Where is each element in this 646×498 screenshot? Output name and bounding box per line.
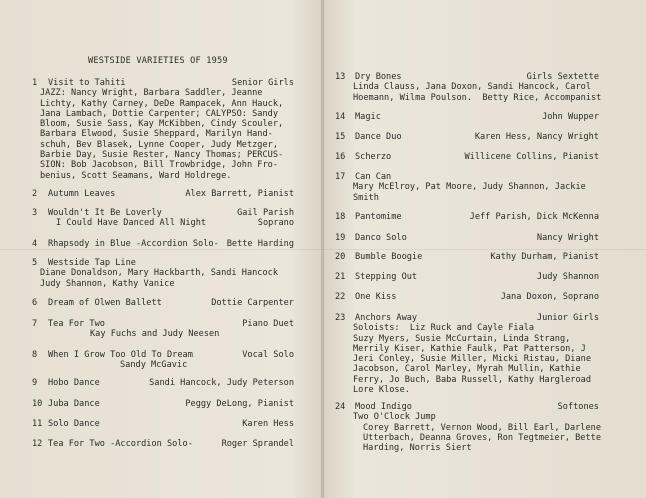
item-title: Visit to Tahiti xyxy=(48,78,126,88)
program-item-21 xyxy=(335,272,599,282)
item-title: Tea For Two -Accordion Solo- xyxy=(48,439,193,449)
item-title: Scherzo xyxy=(355,152,392,162)
item-title: Dry Bones xyxy=(355,72,402,82)
item-title: Anchors Away xyxy=(355,313,418,323)
item-performer: Alex Barrett, Pianist xyxy=(185,189,294,199)
item-details: Soloists: Liz Ruck and Cayle Fiala Suzy Myers, Susie McCurtain, Linda Strang, Merrily Kiser, Kathie Faulk, Pat Patterson, J Jeri Conley, Susie Miller, Micki Ristau, Diane Jacobson, Carol Marley, Myrah Mullin, Kathie Ferry, Jo Buch, Baba Russell, Kathy Hargleroad Lore Klose. xyxy=(353,323,591,396)
item-performer: Willicene Collins, Pianist xyxy=(464,152,599,162)
program-item-24 xyxy=(335,402,599,453)
program-item-8 xyxy=(32,350,294,371)
item-number: 2 xyxy=(32,189,38,199)
program-item-16 xyxy=(335,152,599,162)
item-number: 16 xyxy=(335,152,346,162)
item-title: Stepping Out xyxy=(355,272,418,282)
item-performer: Nancy Wright xyxy=(536,233,599,243)
item-number: 22 xyxy=(335,292,346,302)
program-item-14 xyxy=(335,112,599,122)
item-voice: Soprano xyxy=(257,218,294,229)
program-item-15 xyxy=(335,132,599,142)
program-item-12 xyxy=(32,439,294,449)
item-number: 5 xyxy=(32,258,38,268)
item-number: 12 xyxy=(32,439,43,449)
item-title: Bumble Boogie xyxy=(355,252,423,262)
item-performer: Karen Hess xyxy=(242,419,294,429)
item-details: JAZZ: Nancy Wright, Barbara Saddler, Jeanne Lichty, Kathy Carney, DeDe Rampacek, Ann Hauck, Jana Lambach, Dottie Carpenter; CALYPSO: Sandy Bloom, Susie Sass, Kay McKibben, Cindy Scouler, Barbara Elwood, Susie Sheppard, Marilyn Hand- schuh, Bev Blasek, Lynne Cooper, Judy Metzger, Barbie Day, Susie Rester, Nancy Thomas; PERCUS- SION: Bob Jacobson, Bill Trowbridge, John Fro- benius, Scott Seamans, Ward Holdrege. xyxy=(40,88,284,181)
item-details: Kay Fuchs and Judy Neesen xyxy=(90,329,220,340)
item-details: Diane Donaldson, Mary Hackbarth, Sandi Hancock Judy Shannon, Kathy Vanice xyxy=(40,268,278,289)
item-title: Solo Dance xyxy=(48,419,100,429)
program-item-4 xyxy=(32,239,294,249)
item-performer: Sandi Hancock, Judy Peterson xyxy=(149,378,294,388)
item-performer: Senior Girls xyxy=(231,78,294,88)
item-title: Can Can xyxy=(355,172,392,182)
item-number: 21 xyxy=(335,272,346,282)
item-performer: Gail Parish xyxy=(237,208,294,218)
item-title: Mood Indigo xyxy=(355,402,412,412)
item-performer: Bette Harding xyxy=(226,239,294,249)
item-title: Danco Solo xyxy=(355,233,407,243)
item-performer: Girls Sextette xyxy=(526,72,599,82)
item-number: 13 xyxy=(335,72,346,82)
program-item-7 xyxy=(32,319,294,340)
item-performer: John Wupper xyxy=(542,112,599,122)
item-performer: Jana Doxon, Soprano xyxy=(500,292,599,302)
program-item-1 xyxy=(32,78,294,181)
item-title: Dance Duo xyxy=(355,132,402,142)
program-title: WESTSIDE VARIETIES OF 1959 xyxy=(88,56,228,66)
item-number: 19 xyxy=(335,233,346,243)
item-title: Rhapsody in Blue -Accordion Solo- xyxy=(48,239,219,249)
item-performer: Jeff Parish, Dick McKenna xyxy=(469,212,599,222)
item-number: 23 xyxy=(335,313,346,323)
item-title: Magic xyxy=(355,112,381,122)
item-number: 24 xyxy=(335,402,346,412)
item-number: 6 xyxy=(32,298,38,308)
item-number: 1 xyxy=(32,78,38,88)
item-subtitle: Two O'Clock Jump xyxy=(353,412,436,423)
item-performer: Roger Sprandel xyxy=(221,439,294,449)
item-title: Autumn Leaves xyxy=(48,189,116,199)
program-item-18 xyxy=(335,212,599,222)
item-title: Westside Tap Line xyxy=(48,258,136,268)
item-number: 17 xyxy=(335,172,346,182)
item-number: 4 xyxy=(32,239,38,249)
item-number: 20 xyxy=(335,252,346,262)
item-number: 14 xyxy=(335,112,346,122)
item-number: 3 xyxy=(32,208,38,218)
item-performer: Karen Hess, Nancy Wright xyxy=(474,132,599,142)
item-performer: Peggy DeLong, Pianist xyxy=(185,399,294,409)
item-title: Tea For Two xyxy=(48,319,105,329)
item-performer: Judy Shannon xyxy=(536,272,599,282)
item-title: Juba Dance xyxy=(48,399,100,409)
item-performer: Softones xyxy=(557,402,599,412)
item-number: 15 xyxy=(335,132,346,142)
item-title: Wouldn't It Be Loverly xyxy=(48,208,162,218)
program-item-3 xyxy=(32,208,294,229)
program-item-22 xyxy=(335,292,599,302)
item-title-2: I Could Have Danced All Night xyxy=(56,218,207,229)
item-number: 11 xyxy=(32,419,43,429)
item-title: Hobo Dance xyxy=(48,378,100,388)
program-item-23 xyxy=(335,313,599,395)
program-item-20 xyxy=(335,252,599,262)
program-item-17 xyxy=(335,172,599,203)
item-title: Pantomime xyxy=(355,212,402,222)
item-details: Sandy McGavic xyxy=(120,360,188,371)
item-number: 10 xyxy=(32,399,43,409)
program-item-13 xyxy=(335,72,602,103)
item-performer: Vocal Solo xyxy=(242,350,294,360)
item-number: 18 xyxy=(335,212,346,222)
program-item-6 xyxy=(32,298,294,308)
item-title: Dream of Olwen Ballett xyxy=(48,298,162,308)
program-item-5 xyxy=(32,258,294,289)
item-details: Linda Clauss, Jana Doxon, Sandi Hancock, Carol Hoemann, Wilma Poulson. Betty Rice, Accompanist xyxy=(353,82,602,103)
program-item-10 xyxy=(32,399,294,409)
item-title: One Kiss xyxy=(355,292,397,302)
item-performer: Dottie Carpenter xyxy=(211,298,294,308)
program-item-2 xyxy=(32,189,294,199)
program-item-11 xyxy=(32,419,294,429)
item-number: 7 xyxy=(32,319,38,329)
program-item-9 xyxy=(32,378,294,388)
item-number: 9 xyxy=(32,378,38,388)
item-details: Corey Barrett, Vernon Wood, Bill Earl, Darlene Utterbach, Deanna Groves, Ron Tegtmeier, Bette Harding, Norris Siert xyxy=(363,422,601,454)
item-title: When I Grow Too Old To Dream xyxy=(48,350,193,360)
item-performer: Piano Duet xyxy=(242,319,294,329)
program-item-19 xyxy=(335,233,599,243)
item-performer: Junior Girls xyxy=(536,313,599,323)
item-details: Mary McElroy, Pat Moore, Judy Shannon, Jackie Smith xyxy=(353,182,586,203)
item-performer: Kathy Durham, Pianist xyxy=(490,252,599,262)
item-number: 8 xyxy=(32,350,38,360)
